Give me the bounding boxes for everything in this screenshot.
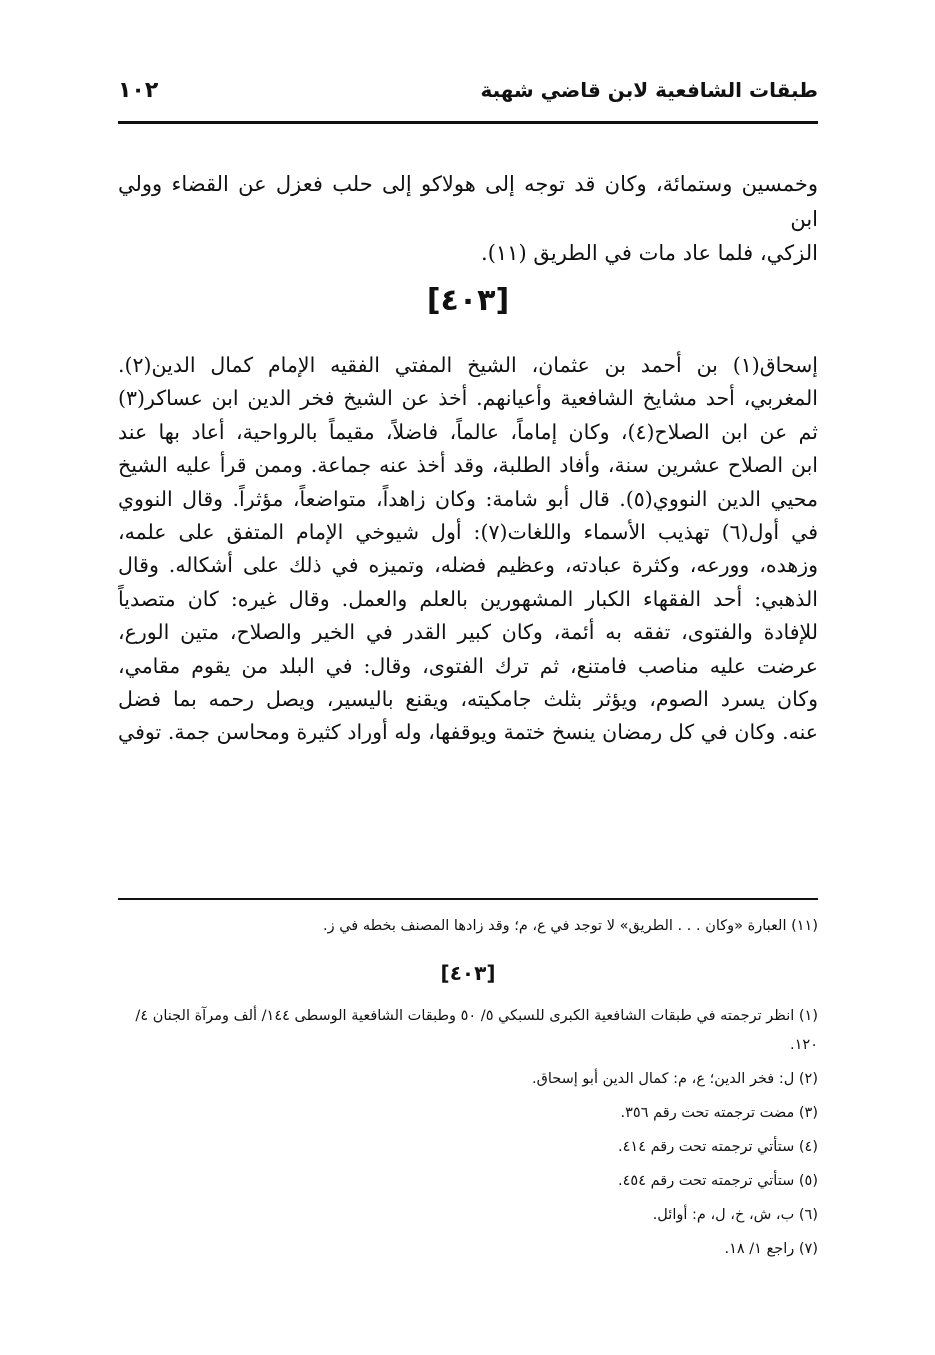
text-line: عنه. وكان في كل رمضان ينسخ ختمة ويوقفها، وله أوراد كثيرة ومحاسن جمة. توفي [118,720,818,745]
footnote-entry-heading: [٤٠٣] [440,961,496,985]
entry-number-heading: [٤٠٣] [426,283,510,318]
footnote-list [118,1002,818,1264]
header-rule [118,121,818,124]
text-line: الزكي، فلما عاد مات في الطريق (١١). [481,241,818,265]
footnote: (٣) مضت ترجمته تحت رقم ٣٥٦. [620,1105,818,1121]
previous-entry-continuation [118,167,818,271]
text-line: محيي الدين النووي(٥). قال أبو شامة: وكان زاهداً، متواضعاً، مؤثراً. وقال النووي [118,486,818,511]
footnote: (٧) راجع ١/ ١٨. [724,1241,818,1257]
text-line: للإفادة والفتوى، تفقه به أئمة، وكان كبير القدر في الخير والصلاح، متين الورع، [118,620,818,645]
footnote: (١) انظر ترجمته في طبقات الشافعية الكبرى للسبكي ٥/ ٥٠ وطبقات الشافعية الوسطى ١٤٤/ ألف ومرآة الجنان ٤/ ١٢٠. [135,1008,818,1053]
page-number: ١٠٢ [118,78,159,103]
text-line: المغربي، أحد مشايخ الشافعية وأعيانهم. أخذ عن الشيخ فخر الدين ابن عساكر(٣) [118,386,818,411]
footnote-rule [118,898,818,900]
footnote: (٥) ستأتي ترجمته تحت رقم ٤٥٤. [618,1173,818,1189]
text-line: ابن الصلاح عشرين سنة، وأفاد الطلبة، وقد أخذ عنه جماعة. وممن قرأ عليه الشيخ [118,453,818,478]
text-line: وكان يسرد الصوم، ويؤثر بثلث جامكيته، ويقنع باليسير، ويصل رحمه بما فضل [118,687,818,712]
text-line: الذهبي: أحد الفقهاء الكبار المشهورين بالعلم والعمل. وقال غيره: كان متصدياً [118,586,818,611]
text-line: إسحاق(١) بن أحمد بن عثمان، الشيخ المفتي الفقيه الإمام كمال الدين(٢). [118,353,818,377]
text-line: ثم عن ابن الصلاح(٤)، وكان إماماً، عالماً، فاضلاً، مقيماً بالرواحية، أعاد بها عند [118,419,818,444]
text-line: وزهده، وورعه، وكثرة عبادته، وعظيم فضله، وتميزه في ذلك على أشكاله. وقال [118,553,818,578]
footnote: (٦) ب، ش، خ، ل، م: أوائل. [652,1207,818,1223]
footnotes [118,912,818,1269]
text-line: في أول(٦) تهذيب الأسماء واللغات(٧): أول شيوخي الإمام المتفق على علمه، [118,520,818,545]
footnote: (٢) ل: فخر الدين؛ ع، م: كمال الدين أبو إسحاق. [532,1071,818,1087]
text-line: عرضت عليه مناصب فامتنع، ثم ترك الفتوى، وقال: في البلد من يقوم مقامي، [118,653,818,678]
text-line: وخمسين وستمائة، وكان قد توجه إلى هولاكو إلى حلب فعزل عن القضاء وولي ابن [118,172,818,231]
running-header [118,78,818,114]
book-title: طبقات الشافعية لابن قاضي شهبة [480,78,818,102]
footnote: (٤) ستأتي ترجمته تحت رقم ٤١٤. [618,1139,818,1155]
footnote: (١١) العبارة «وكان . . . الطريق» لا توجد في ع، م؛ وقد زادها المصنف بخطه في ز. [323,918,818,934]
entry-body [118,349,818,750]
